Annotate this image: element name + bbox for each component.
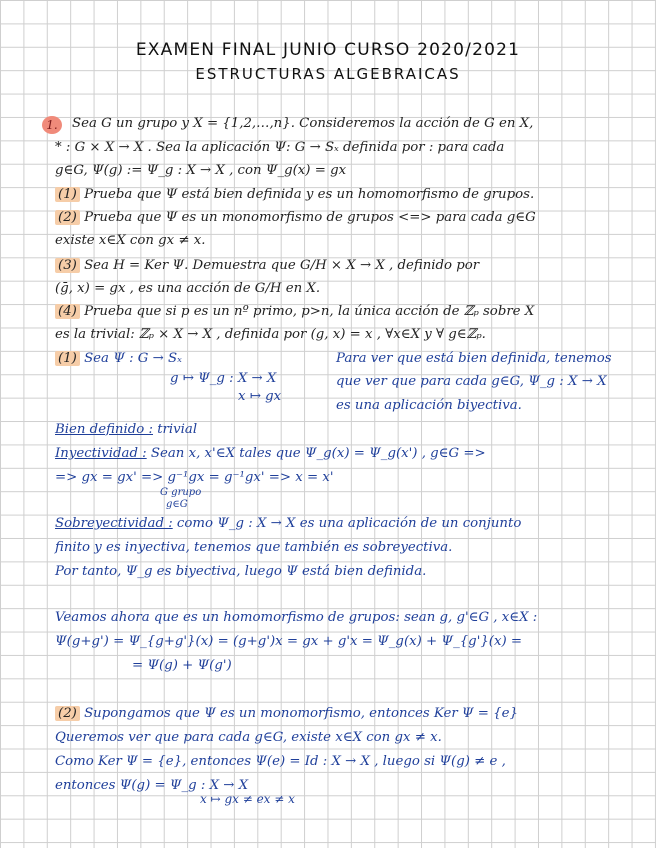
bien-definido-text: trivial (152, 422, 198, 437)
solution-part-1-intro (55, 351, 182, 366)
inyectividad-line-2: => gx = gx' => g⁻¹gx = g⁻¹gx' => x = x' (55, 470, 334, 485)
problem-line-1: Sea G un grupo y X = {1,2,…,n}. Consideremos la acción de G en X, (72, 116, 534, 131)
solution-part-2-line-2: Queremos ver que para cada g∈G, existe x∈X con gx ≠ x. (55, 730, 442, 745)
solution-part-2-line-5: x ↦ gx ≠ ex ≠ x (200, 792, 295, 806)
part-2-text-line-2: existe x∈X con gx ≠ x. (55, 233, 206, 248)
inyectividad-line-1 (55, 446, 486, 461)
part-3-text: Sea H = Ker Ψ. Demuestra que G/H × X → X , definido por (84, 258, 480, 273)
part-3-text-line-2: (ḡ, x) = gx , es una acción de G/H en X. (55, 281, 321, 296)
side-note-line-1: Para ver que está bien definida, tenemos (336, 351, 612, 366)
solution-part-2-text: Supongamos que Ψ es un monomorfismo, entonces Ker Ψ = {e} (79, 706, 518, 721)
homomorfismo-line-1: Veamos ahora que es un homomorfismo de grupos: sean g, g'∈G , x∈X : (55, 610, 538, 625)
solution-part-2-line-1 (55, 706, 518, 721)
sobreyectividad-text: como Ψ_g : X → X es una aplicación de un conjunto (172, 516, 522, 531)
solution-part-1-label: (1) (55, 351, 80, 366)
homomorfismo-line-3: = Ψ(g) + Ψ(g') (132, 658, 232, 673)
part-4-statement (55, 304, 534, 319)
part-1-label: (1) (55, 187, 80, 202)
problem-line-3: g∈G, Ψ(g) := Ψ_g : X → X , con Ψ_g(x) = gx (55, 163, 347, 178)
part-4-text: Prueba que si p es un nº primo, p>n, la única acción de ℤₚ sobre X (84, 304, 535, 319)
solution-part-2-line-3: Como Ker Ψ = {e}, entonces Ψ(e) = Id : X → X , luego si Ψ(g) ≠ e , (55, 754, 506, 769)
exam-title: EXAMEN FINAL JUNIO CURSO 2020/2021 (135, 40, 521, 60)
part-4-label: (4) (55, 304, 80, 319)
part-1-statement (55, 187, 534, 202)
sobreyectividad-line-1 (55, 516, 521, 531)
part-4-text-line-2: es la trivial: ℤₚ × X → X , definida por (g, x) = x , ∀x∈X y ∀ g∈ℤₚ. (55, 327, 486, 342)
sobreyectividad-label: Sobreyectividad : (55, 516, 173, 531)
grupo-note-1: G grupo (160, 487, 202, 498)
homomorfismo-line-2: Ψ(g+g') = Ψ_{g+g'}(x) = (g+g')x = gx + g'x = Ψ_g(x) + Ψ_{g'}(x) = (55, 634, 523, 649)
solution-part-2-label: (2) (55, 706, 80, 721)
problem-line-2: * : G × X → X . Sea la aplicación Ψ: G → Sₓ definida por : para cada (55, 140, 505, 155)
side-note-line-2: que ver que para cada g∈G, Ψ_g : X → X (336, 374, 607, 389)
bien-definido-label: Bien definido : (55, 422, 153, 437)
side-note-line-3: es una aplicación biyectiva. (336, 398, 522, 413)
part-2-label: (2) (55, 210, 80, 225)
inyectividad-label: Inyectividad : (55, 446, 147, 461)
part-3-label: (3) (55, 258, 80, 273)
part-3-statement (55, 258, 479, 273)
map-definition-line-1: g ↦ Ψ_g : X → X (170, 371, 277, 386)
part-1-text: Prueba que Ψ está bien definida y es un homomorfismo de grupos. (84, 187, 535, 202)
part-2-statement (55, 210, 536, 225)
solution-part-2-line-4: entonces Ψ(g) = Ψ_g : X → X (55, 778, 249, 793)
sobreyectividad-line-3: Por tanto, Ψ_g es biyectiva, luego Ψ está bien definida. (55, 564, 427, 579)
solution-part-1-sea: Sea Ψ : G → Sₓ (84, 351, 182, 366)
problem-number-badge: 1. (42, 116, 62, 134)
exam-subtitle: ESTRUCTURAS ALGEBRAICAS (195, 65, 461, 83)
map-definition-line-2: x ↦ gx (238, 389, 282, 404)
sobreyectividad-line-2: finito y es inyectiva, tenemos que también es sobreyectiva. (55, 540, 453, 555)
inyectividad-text: Sean x, x'∈X tales que Ψ_g(x) = Ψ_g(x') , g∈G => (146, 446, 486, 461)
bien-definido-line (55, 422, 197, 437)
grupo-note-2: g∈G (166, 499, 188, 510)
part-2-text: Prueba que Ψ es un monomorfismo de grupos <=> para cada g∈G (84, 210, 536, 225)
